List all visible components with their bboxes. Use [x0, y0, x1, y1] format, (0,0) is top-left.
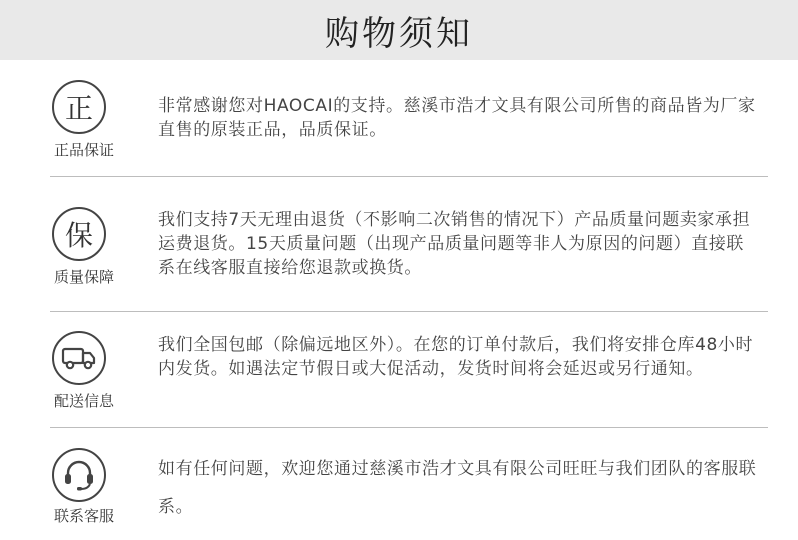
section-label: 联系客服: [53, 507, 114, 525]
divider: [50, 176, 768, 177]
zheng-seal-icon: 正: [52, 80, 108, 136]
headset-icon: [52, 448, 108, 504]
section-label: 正品保证: [53, 141, 114, 159]
page-title: 购物须知: [325, 13, 473, 54]
section-text: 我们全国包邮（除偏远地区外）。在您的订单付款后，我们将安排仓库48小时内发货。如遇法定节假日或大促活动，发货时间将会延迟或另行通知。: [158, 335, 754, 379]
section-text: 如有任何问题，欢迎您通过慈溪市浩才文具有限公司旺旺与我们团队的客服联系。: [158, 459, 757, 517]
header-bar: [0, 0, 798, 60]
section-text: 非常感谢您对HAOCAI的支持。慈溪市浩才文具有限公司所售的商品皆为厂家直售的原装正品，品质保证。: [158, 96, 756, 140]
divider: [50, 311, 768, 312]
section-text: 我们支持7天无理由退货（不影响二次销售的情况下）产品质量问题卖家承担运费退货。15天质量问题（出现产品质量问题等非人为原因的问题）直接联系在线客服直接给您退款或换货。: [158, 210, 751, 278]
divider: [50, 427, 768, 428]
section-label: 配送信息: [53, 392, 114, 410]
section-label: 质量保障: [53, 268, 114, 286]
bao-seal-icon: 保: [52, 207, 108, 263]
delivery-truck-icon: [52, 331, 108, 387]
